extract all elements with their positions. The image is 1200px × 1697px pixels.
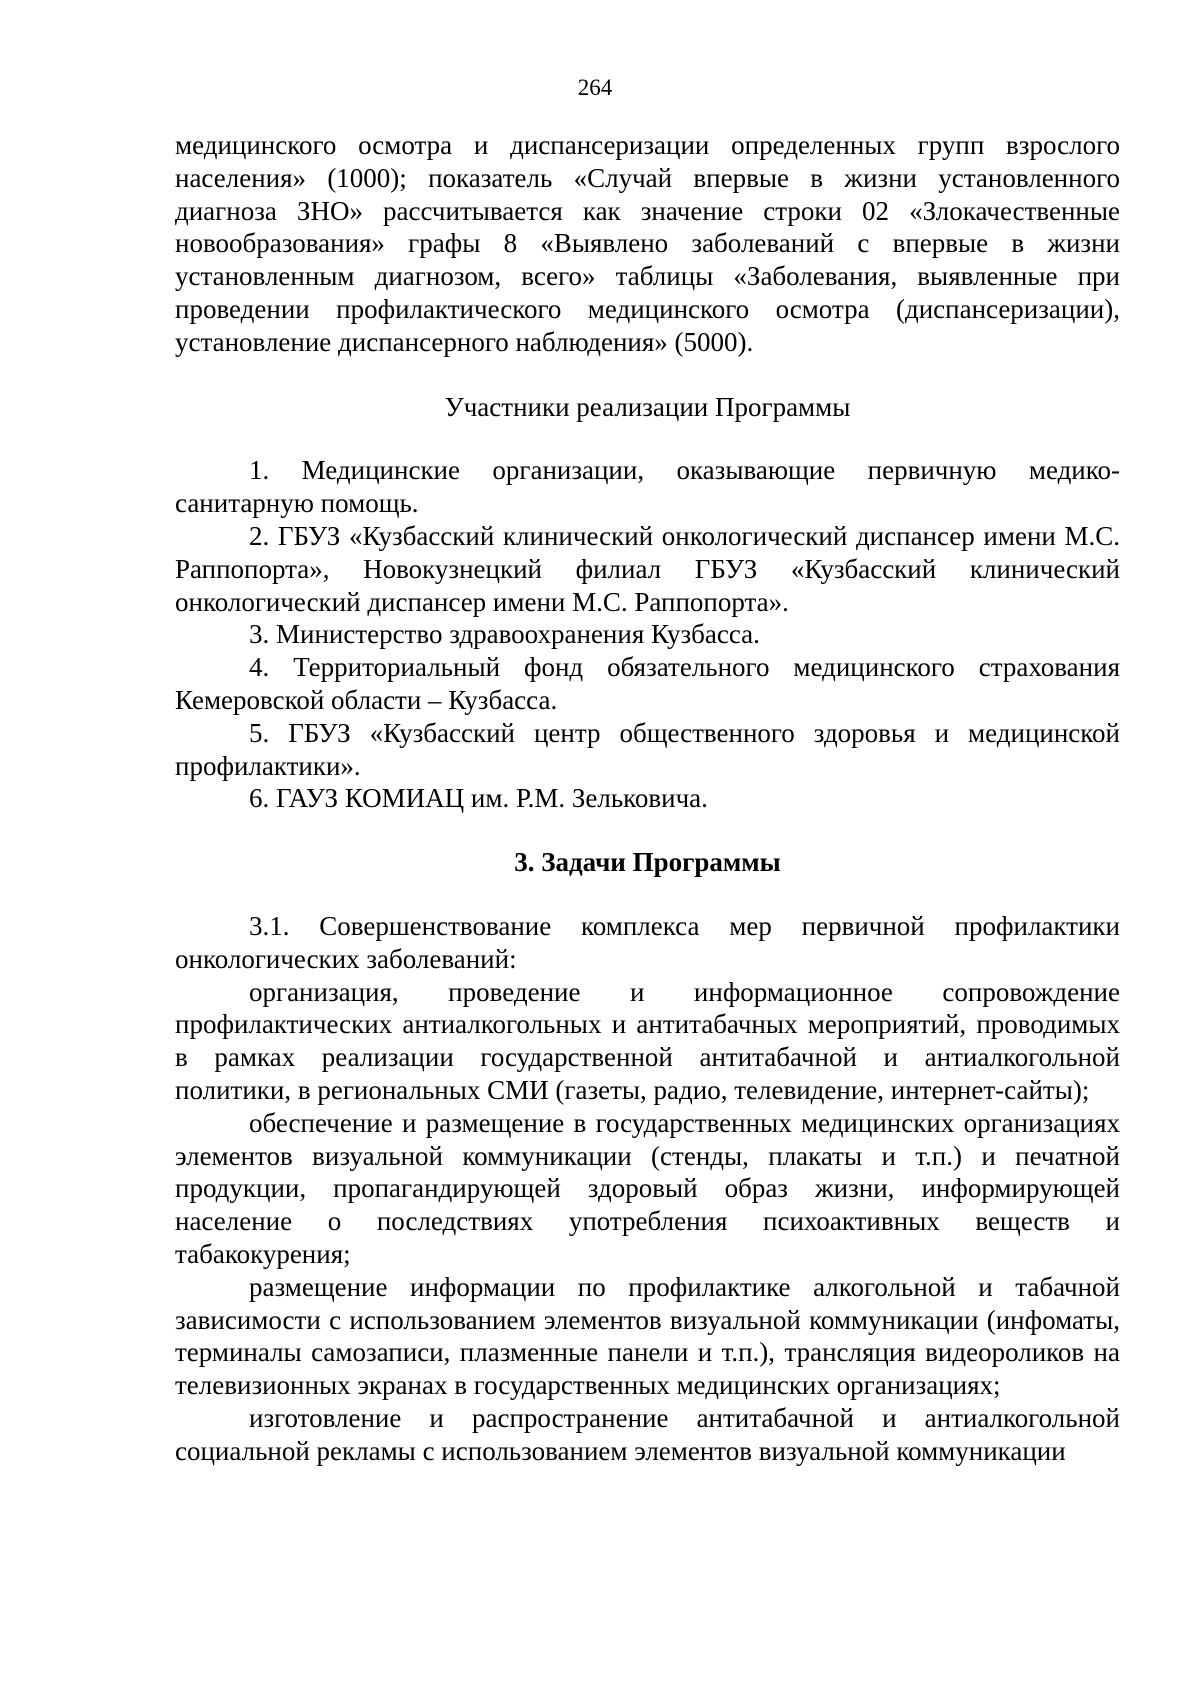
- page-content: [175, 129, 1120, 1467]
- task-paragraph: размещение информации по профилактике алкогольной и табачной зависимости с использованием элементов визуальной коммуникации (инфоматы, терминалы самозаписи, плазменные панели и т.п.), трансляция видеороликов на телевизионных экранах в государственных медицинских организациях;: [175, 1271, 1120, 1401]
- task-paragraph: 3.1. Совершенствование комплекса мер первичной профилактики онкологических заболеваний:: [175, 910, 1120, 974]
- task-paragraph: обеспечение и размещение в государственных медицинских организациях элементов визуальной коммуникации (стенды, плакаты и т.п.) и печатной продукции, пропагандирующей здоровый образ жизни, информирующей население о последствиях употребления психоактивных веществ и табакокурения;: [175, 1107, 1120, 1269]
- participant-item: 4. Территориальный фонд обязательного медицинского страхования Кемеровской области – Кузбасса.: [175, 652, 1120, 715]
- page-number: 264: [577, 75, 613, 100]
- task-paragraph: организация, проведение и информационное сопровождение профилактических антиалкогольных и антитабачных мероприятий, проводимых в рамках реализации государственной антитабачной и антиалкогольной политики, в региональных СМИ (газеты, радио, телевидение, интернет-сайты);: [175, 976, 1120, 1105]
- participant-item: 5. ГБУЗ «Кузбасский центр общественного здоровья и медицинской профилактики».: [175, 717, 1120, 781]
- participant-item: 6. ГАУЗ КОМИАЦ им. Р.М. Зельковича.: [249, 783, 708, 814]
- section-heading-participants: Участники реализации Программы: [444, 391, 851, 422]
- participant-item: 2. ГБУЗ «Кузбасский клинический онкологический диспансер имени М.С. Раппопорта», Новокузнецкий филиал ГБУЗ «Кузбасский клинический онкологический диспансер имени М.С. Раппопорта».: [175, 520, 1120, 617]
- task-paragraph: изготовление и распространение антитабачной и антиалкогольной социальной рекламы с использованием элементов визуальной коммуникации: [175, 1402, 1120, 1466]
- chapter-heading-tasks: 3. Задачи Программы: [514, 847, 781, 878]
- body-paragraph: медицинского осмотра и диспансеризации определенных групп взрослого населения» (1000); показатель «Случай впервые в жизни установленного диагноза ЗНО» рассчитывается как значение строки 02 «Злокачественные новообразования» графы 8 «Выявлено заболеваний с впервые в жизни установленным диагнозом, всего» таблицы «Заболевания, выявленные при проведении профилактического медицинского осмотра (диспансеризации), установление диспансерного наблюдения» (5000).: [175, 130, 1120, 357]
- participant-item: 3. Министерство здравоохранения Кузбасса.: [249, 619, 760, 650]
- participant-item: 1. Медицинские организации, оказывающие первичную медико-санитарную помощь.: [175, 455, 1120, 519]
